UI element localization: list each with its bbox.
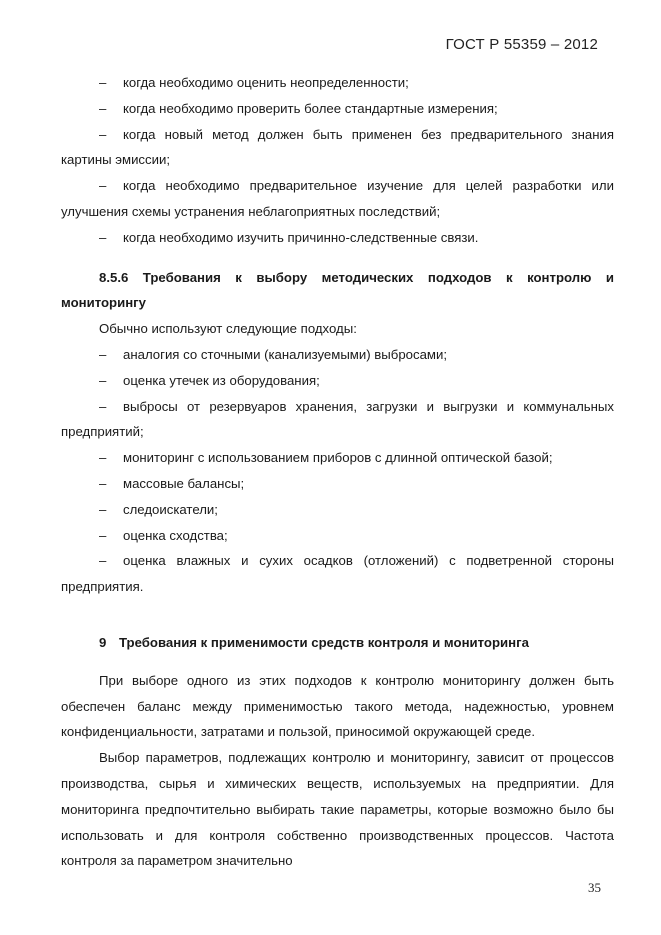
list-item bbox=[61, 70, 614, 96]
list-item bbox=[61, 122, 614, 174]
dash-marker: – bbox=[99, 450, 107, 466]
subsection-lead: Обычно используют следующие подходы: bbox=[99, 321, 357, 337]
bullet-text: когда необходимо изучить причинно-следственные связи. bbox=[123, 229, 479, 245]
dash-marker: – bbox=[99, 527, 107, 543]
list-item bbox=[61, 96, 614, 122]
page-body bbox=[61, 70, 614, 874]
dash-marker: – bbox=[99, 501, 107, 517]
body-paragraph: При выборе одного из этих подходов к контролю мониторингу должен быть обеспечен баланс между применимостью такого метода, надежностью, уровнем конфиденциальности, затратами и пользой, приносимой окружающей среде. bbox=[61, 672, 614, 740]
list-item bbox=[61, 368, 614, 394]
list-item bbox=[61, 173, 614, 225]
bullet-text: выбросы от резервуаров хранения, загрузки и выгрузки и коммунальных предприятий; bbox=[61, 398, 614, 440]
list-item bbox=[61, 497, 614, 523]
bullet-text: когда новый метод должен быть применен без предварительного знания картины эмиссии; bbox=[61, 126, 614, 168]
dash-marker: – bbox=[99, 75, 107, 90]
bullet-text: оценка сходства; bbox=[123, 527, 228, 543]
list-item bbox=[61, 342, 614, 368]
list-item bbox=[61, 523, 614, 549]
dash-marker: – bbox=[99, 346, 107, 362]
list-item bbox=[61, 225, 614, 251]
spacer bbox=[61, 618, 614, 630]
bullet-text: когда необходимо оценить неопределенности; bbox=[123, 75, 409, 90]
body-paragraph: Выбор параметров, подлежащих контролю и мониторингу, зависит от процессов производства, сырья и химических веществ, используемых на предприятии. Для мониторинга предпочтительно выбирать такие параметры, которые возможно было бы использовать и для контроля собственно производственных процессов. Частота контроля за параметром значительно bbox=[61, 750, 614, 869]
dash-marker: – bbox=[99, 229, 107, 245]
bullet-text: когда необходимо предварительное изучение для целей разработки или улучшения схемы устранения неблагоприятных последствий; bbox=[61, 178, 614, 219]
spacer bbox=[61, 251, 614, 265]
standard-header: ГОСТ Р 55359 – 2012 bbox=[445, 36, 598, 53]
bullet-text: оценка утечек из оборудования; bbox=[123, 372, 320, 388]
dash-marker: – bbox=[99, 178, 107, 194]
section-number: 9 bbox=[99, 634, 107, 650]
page-number: 35 bbox=[588, 880, 601, 895]
spacer bbox=[61, 600, 614, 618]
bullet-text: следоискатели; bbox=[123, 501, 218, 517]
bullet-text: оценка влажных и сухих осадков (отложений) с подветренной стороны предприятия. bbox=[61, 553, 614, 595]
bullet-text: мониторинг с использованием приборов с длинной оптической базой; bbox=[123, 450, 553, 466]
dash-marker: – bbox=[99, 126, 107, 142]
dash-marker: – bbox=[99, 372, 107, 388]
dash-marker: – bbox=[99, 398, 107, 414]
list-item bbox=[61, 394, 614, 446]
list-item bbox=[61, 471, 614, 497]
dash-marker: – bbox=[99, 100, 107, 116]
subsection-heading: 8.5.6 Требования к выбору методических подходов к контролю и мониторингу bbox=[61, 269, 614, 311]
dash-marker: – bbox=[99, 475, 107, 491]
bullet-text: когда необходимо проверить более стандартные измерения; bbox=[123, 100, 498, 116]
bullet-text: аналогия со сточными (канализуемыми) выбросами; bbox=[123, 346, 448, 362]
section-heading bbox=[61, 630, 614, 656]
section-title: Требования к применимости средств контроля и мониторинга bbox=[119, 634, 529, 650]
list-item bbox=[61, 548, 614, 600]
bullet-text: массовые балансы; bbox=[123, 475, 245, 491]
dash-marker: – bbox=[99, 553, 107, 569]
spacer bbox=[61, 656, 614, 668]
list-item bbox=[61, 445, 614, 471]
